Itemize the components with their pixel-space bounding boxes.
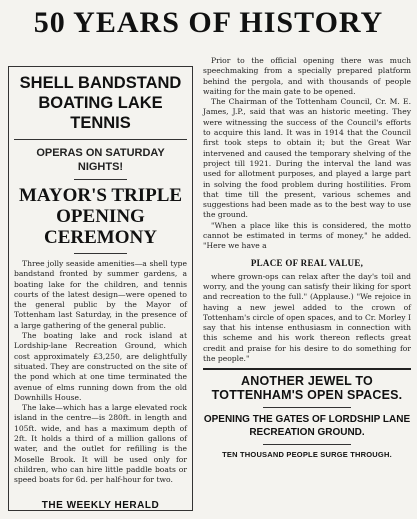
article-paragraph: The boating lake and rock island at Lordship-lane Recreation Ground, which cost approximately £3,250, are delightfully situated. They are constructed on the site of the pond which at one time terminated the avenue of elms running down from the old Downhills House. [14, 331, 187, 402]
right-article-column [203, 56, 411, 516]
subheading-place-of-real-value: PLACE OF REAL VALUE, [250, 257, 364, 268]
page-banner: 50 YEARS OF HISTORY [33, 6, 384, 39]
headline-shell-bandstand: SHELL BANDSTAND BOATING LAKE TENNIS [19, 74, 182, 132]
headline-operas: OPERAS ON SATURDAY NIGHTS! [36, 147, 165, 173]
headline-mayors-ceremony: MAYOR'S TRIPLE OPENING CEREMONY [18, 185, 183, 248]
headline-ten-thousand: TEN THOUSAND PEOPLE SURGE THROUGH. [222, 450, 392, 460]
divider [263, 407, 351, 408]
article-paragraph: Three jolly seaside amenities—a shell type bandstand fronted by summer gardens, a boating lake for the children, and tennis courts of the latest design—were opened to the general public by the Mayor of Tottenham last Saturday, in the presence of a large gathering of the general public. [14, 259, 187, 330]
article-paragraph: where grown-ops can relax after the day's toil and worry, and the young can satisfy their liking for sport and recreation to the full." (Applause.) "We rejoice in having a new jewel added to the crown of Tottenham's circle of open spaces, and to Cr. Morley I say that his intense enthusiasm in connection with this scheme and his work thereon reflects great credit and praise for his desire to do something for the people." [203, 271, 412, 364]
article-paragraph: The lake—which has a large elevated rock island in the centre—is 280ft. in length and 105ft. wide, and has a maximum depth of 2ft. It holds a third of a million gallons of water, and the outlet for refilling is the Moselle Brook. It will be used only for children, who can hire little paddle boats or speed boats for 6d. per half-hour for two. [14, 403, 187, 485]
left-article-box [8, 66, 193, 511]
divider [203, 368, 411, 370]
divider [263, 444, 351, 445]
divider [74, 179, 127, 180]
headline-another-jewel: ANOTHER JEWEL TO TOTTENHAM'S OPEN SPACES. [211, 374, 403, 403]
divider [74, 253, 127, 254]
publication-name: THE WEEKLY HERALD [41, 500, 160, 511]
article-paragraph: The Chairman of the Tottenham Council, Cr. M. E. James, J.P., said that was an historic meeting. They were witnessing the success of the Council's efforts to acquire this land. It was in 1914 that the Council first took steps to obtain it; but the Great War intervened and caused the temporary shelving of the project till 1921. During the interval the land was used for allotment purposes, and played a large part in solving the food problem during hostilities. From that time till the present, various schemes and suggestions had been made as to the best way to use the ground. [203, 97, 411, 220]
divider [14, 139, 187, 140]
article-paragraph: "When a place like this is considered, the motto cannot be estimated in terms of money," he added. "Here we have a [203, 220, 411, 251]
article-paragraph: Prior to the official opening there was much speechmaking from a specially prepared platform behind the pergola, and with thousands of people waiting for the main gate to be opened. [203, 56, 411, 96]
headline-opening-gates: OPENING THE GATES OF LORDSHIP LANE RECREATION GROUND. [203, 414, 411, 439]
